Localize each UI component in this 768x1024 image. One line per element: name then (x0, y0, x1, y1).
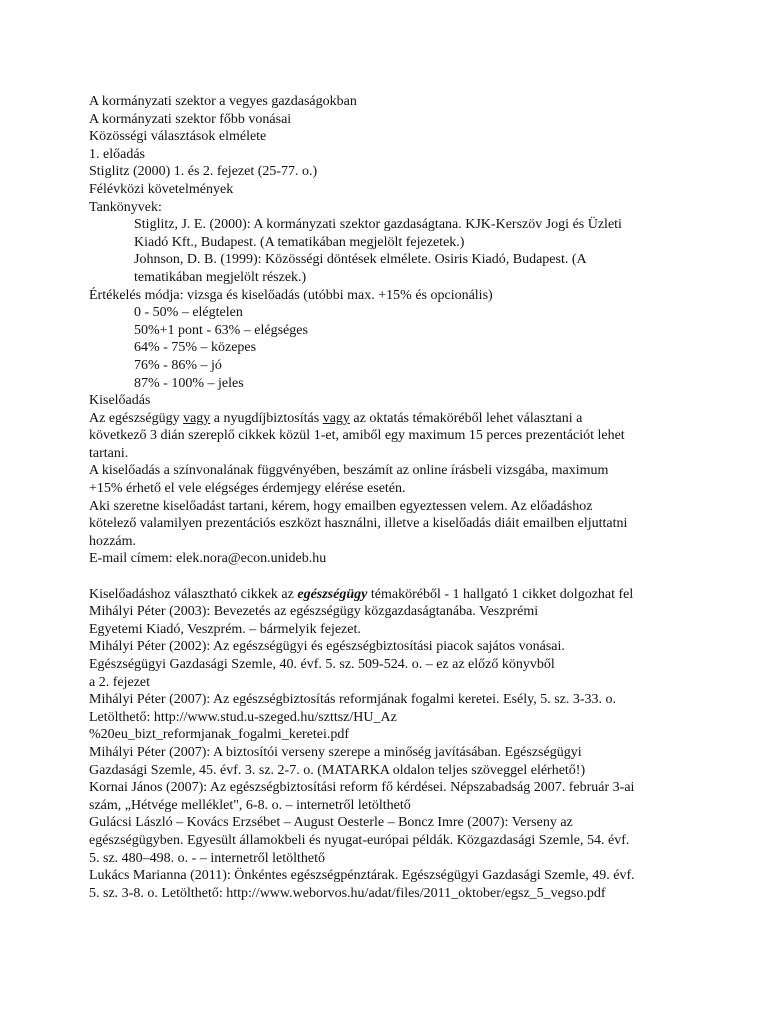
lecture-number: 1. előadás (89, 146, 145, 162)
section-title: A kormányzati szektor főbb vonásai (89, 111, 292, 127)
grading-heading: Értékelés módja: vizsga és kiselőadás (utóbbi max. +15% és opcionális) (89, 287, 493, 303)
article-line: 5. sz. 3-8. o. Letölthető: http://www.weborvos.hu/adat/files/2011_oktober/egsz_5_vegso.pdf (89, 885, 606, 901)
topic-title: Közösségi választások elmélete (89, 129, 267, 145)
textbook-line: tematikában megjelölt részek.) (134, 269, 307, 285)
textbook-line: Johnson, D. B. (1999): Közösségi döntések elmélete. Osiris Kiadó, Budapest. (A (134, 252, 587, 268)
textbook-line: Stiglitz, J. E. (2000): A kormányzati szektor gazdaságtana. KJK-Kerszöv Jogi és Üzleti (134, 217, 622, 233)
article-line: Lukács Marianna (2011): Önkéntes egészségpénztárak. Egészségügyi Gazdasági Szemle, 49. évf. (89, 868, 635, 884)
grade-item: 50%+1 pont - 63% – elégséges (134, 322, 308, 338)
article-line: 5. sz. 480–498. o. - – internetről letölthető (89, 850, 326, 866)
article-line: Mihályi Péter (2007): Az egészségbiztosítás reformjának fogalmi keretei. Esély, 5. sz. 3-33. o. (89, 692, 617, 708)
paragraph-line: tartani. (89, 445, 129, 461)
article-line: a 2. fejezet (89, 674, 151, 690)
article-line: Letölthető: http://www.stud.u-szeged.hu/szttsz/HU_Az (89, 709, 397, 725)
topic-choice-paragraph (89, 410, 709, 463)
underlined-word: vagy (322, 410, 350, 426)
email-line: E-mail címem: elek.nora@econ.unideb.hu (89, 551, 327, 567)
document-body (89, 93, 709, 902)
article-line: Gazdasági Szemle, 45. évf. 3. sz. 2-7. o. (MATARKA oldalon teljes szöveggel elérhető!) (89, 762, 586, 778)
text-run: a nyugdíjbiztosítás (210, 410, 323, 426)
paragraph-line: hozzám. (89, 533, 137, 549)
grade-item: 64% - 75% – közepes (134, 340, 257, 356)
grade-item: 87% - 100% – jeles (134, 375, 244, 391)
article-line: szám, „Hétvége melléklet", 6-8. o. – internetről letölthető (89, 797, 411, 813)
article-line: Egészségügyi Gazdasági Szemle, 40. évf. 5. sz. 509-524. o. – ez az előző könyvből (89, 657, 555, 672)
scoring-paragraph (89, 462, 709, 497)
kiseloadas-heading: Kiselőadás (89, 393, 151, 409)
article-line: Egyetemi Kiadó, Veszprém. – bármelyik fejezet. (89, 621, 361, 637)
grade-item: 0 - 50% – elégtelen (134, 305, 243, 321)
grade-item: 76% - 86% – jó (134, 357, 222, 373)
article-line: Mihályi Péter (2002): Az egészségügyi és egészségbiztosítási piacok sajátos vonásai. (89, 639, 565, 655)
requirements-heading: Félévközi követelmények (89, 181, 234, 197)
contact-paragraph (89, 498, 709, 551)
paragraph-line: következő 3 dián szereplő cikkek közül 1-et, amiből egy maximum 15 perces prezentációt lehet (89, 428, 625, 444)
textbook-line: Kiadó Kft., Budapest. (A tematikában megjelölt fejezetek.) (134, 234, 465, 250)
paragraph-line: Aki szeretne kiselőadást tartani, kérem, hogy emailben egyeztessen velem. Az előadáshoz (89, 498, 593, 514)
article-line: Mihályi Péter (2003): Bevezetés az egészségügy közgazdaságtanába. Veszprémi (89, 604, 539, 620)
text-run: az oktatás témaköréből lehet választani a (349, 410, 583, 426)
paragraph-line: kötelező valamilyen prezentációs eszközt használni, illetve a kiselőadás diáit emailben eljuttatni (89, 516, 628, 532)
article-line: Kornai János (2007): Az egészségbiztosítási reform fő kérdései. Népszabadság 2007. február 3-ai (89, 780, 635, 796)
text-run: Az egészségügy (89, 410, 184, 426)
reading-reference: Stiglitz (2000) 1. és 2. fejezet (25-77. o.) (89, 164, 318, 180)
emphasized-word: egészségügy (297, 586, 368, 602)
article-line: Mihályi Péter (2007): A biztosítói verseny szerepe a minőség javításában. Egészségügyi (89, 744, 582, 760)
textbooks-heading: Tankönyvek: (89, 199, 162, 215)
paragraph-line: +15% érhető el vele elégséges érdemjegy elérése esetén. (89, 481, 406, 497)
article-line: %20eu_bizt_reformjanak_fogalmi_keretei.pdf (89, 727, 350, 743)
article-list (89, 603, 709, 902)
textbook-entry (89, 251, 709, 286)
article-line: Gulácsi László – Kovács Erzsébet – August Oesterle – Boncz Imre (2007): Verseny az (89, 815, 573, 831)
articles-heading (89, 586, 709, 604)
textbook-entry (89, 216, 709, 251)
text-run: Kiselőadáshoz választható cikkek az (89, 586, 298, 602)
article-line: egészségügyben. Egyesült államokbeli és nyugat-európai példák. Közgazdasági Szemle, 54. évf. (89, 832, 630, 848)
paragraph-line (89, 410, 709, 428)
underlined-word: vagy (183, 410, 211, 426)
paragraph-line: A kiselőadás a színvonalának függvényében, beszámít az online írásbeli vizsgába, maximum (89, 463, 609, 479)
blank-line (89, 568, 709, 586)
course-title: A kormányzati szektor a vegyes gazdaságokban (89, 94, 357, 109)
text-run: témaköréből - 1 hallgató 1 cikket dolgozhat fel (367, 586, 634, 602)
